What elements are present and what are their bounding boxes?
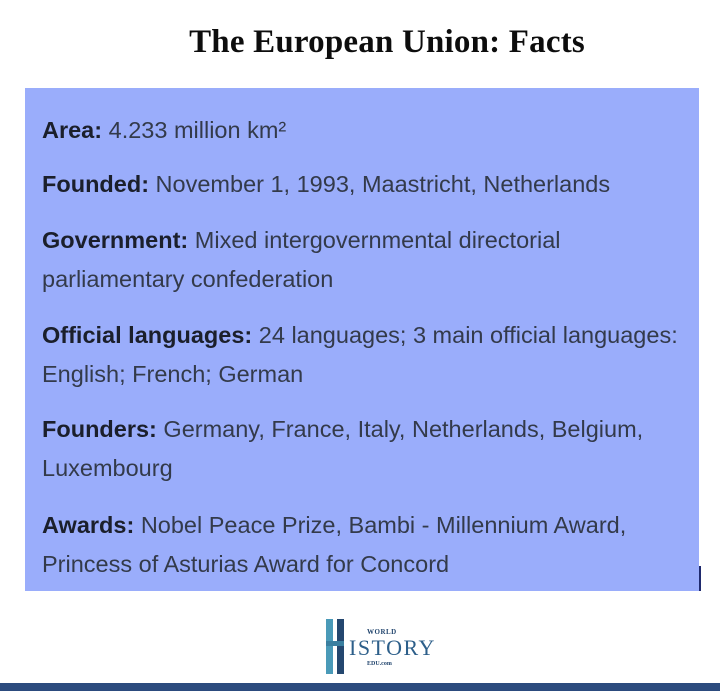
panel-edge-mark bbox=[699, 566, 701, 591]
fact-value: 4.233 million km² bbox=[102, 117, 287, 143]
page-title: The European Union: Facts bbox=[189, 24, 585, 60]
logo-top-text: WORLD bbox=[367, 628, 397, 636]
logo-h-right-bar bbox=[337, 619, 344, 674]
fact-label: Founded: bbox=[42, 171, 150, 197]
facts-panel bbox=[25, 88, 699, 591]
fact-government bbox=[42, 221, 692, 299]
fact-label: Founders: bbox=[42, 416, 157, 442]
fact-value: 24 languages; 3 main official languages: English; French; German bbox=[42, 322, 678, 387]
fact-awards bbox=[42, 506, 692, 584]
fact-area bbox=[42, 111, 692, 150]
fact-label: Official languages: bbox=[42, 322, 253, 348]
fact-label: Awards: bbox=[42, 512, 135, 538]
fact-value: Nobel Peace Prize, Bambi - Millennium Award, Princess of Asturias Award for Concord bbox=[42, 512, 627, 577]
fact-label: Government: bbox=[42, 227, 189, 253]
logo-h-crossbar bbox=[326, 641, 344, 646]
fact-founded bbox=[42, 165, 692, 204]
fact-founders bbox=[42, 410, 692, 488]
fact-value: Mixed intergovernmental directorial parliamentary confederation bbox=[42, 227, 561, 292]
logo-sub-text: EDU.com bbox=[367, 661, 392, 667]
logo-h-left-bar bbox=[326, 619, 333, 674]
world-history-logo bbox=[322, 615, 452, 679]
fact-label: Area: bbox=[42, 117, 103, 143]
fact-value: Germany, France, Italy, Netherlands, Belgium, Luxembourg bbox=[42, 416, 644, 481]
fact-official-languages bbox=[42, 316, 692, 394]
bottom-bar bbox=[0, 683, 720, 691]
logo-main-text: ISTORY bbox=[349, 635, 436, 660]
fact-value: November 1, 1993, Maastricht, Netherlands bbox=[149, 171, 611, 197]
